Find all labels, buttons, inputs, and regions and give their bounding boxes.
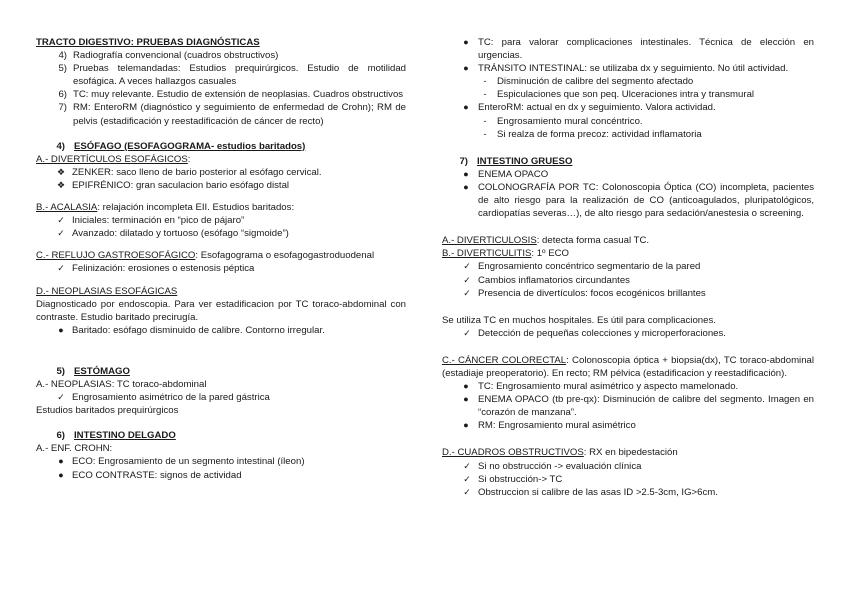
subsection-neoplasias: D.- NEOPLASIAS ESOFÁGICAS [36,285,178,297]
right-column [442,0,814,499]
subsection-cancer-colorectal: C.- CÁNCER COLORECTAL: Colonoscopia óptica + biopsia(dx), TC toraco-abdominal (estadiaje preoperatorio). En recto; RM pélvica (estadificacion y reestadificación). [442,354,814,379]
section-intestino-delgado-heading: 6) INTESTINO DELGADO [56,430,176,442]
check-icon: ✓ [463,460,471,471]
section-esofago-heading: 4) ESÓFAGO (ESOFAGOGRAMA- estudios baritados) [56,140,306,152]
intro-item: 5) Pruebas telemandadas: Estudios prequirúrgicos. Estudio de motilidad esofágica. A veces hallazgos casuales [58,63,406,88]
dot-bullet-icon: ● [58,456,64,467]
list-item: ● Baritado: esófago disminuido de calibre. Contorno irregular. [36,324,406,337]
check-icon: ✓ [463,274,471,285]
list-item: ✓ Si no obstrucción -> evaluación clínica [442,460,814,473]
intro-item: 7) RM: EnteroRM (diagnóstico y seguimiento de enfermedad de Crohn); RM de pelvis (estadificación y reestadificación de cáncer de recto) [58,102,406,127]
list-item: ● COLONOGRAFÍA POR TC: Colonoscopia Óptica (CO) incompleta, pacientes de alto riesgo para la realización de CO (anticoagulados, pluripatológicos, cardiopatías severas…), de alto riesgo para sedación/anestesia o screening. [442,181,814,220]
check-icon: ✓ [463,327,471,338]
list-item: ✓ Si obstrucción-> TC [442,473,814,486]
subsection-diverticulos: A.- DIVERTÍCULOS ESOFÁGICOS: [36,153,191,165]
list-item: ✓ Detección de pequeñas colecciones y microperforaciones. [442,327,814,340]
list-item: ● ENEMA OPACO (tb pre-qx): Disminución de calibre del segmento. Imagen en “corazón de manzana”. [442,393,814,419]
list-item: ✓ Avanzado: dilatado y tortuoso (esófago “sigmoide”) [36,227,406,240]
dash-icon: - [483,89,487,100]
subsection-cuadros-obstructivos: D.- CUADROS OBSTRUCTIVOS: RX en bipedestación [442,447,678,459]
left-column [36,0,406,482]
list-item: ❖ ZENKER: saco lleno de bario posterior al esófago cervical. [36,166,406,179]
list-item: ● ECO: Engrosamiento de un segmento intestinal (íleon) [36,455,406,468]
list-item: ● RM: Engrosamiento mural asimétrico [442,419,814,432]
dot-bullet-icon: ● [463,37,469,47]
subsection-reflujo: C.- REFLUJO GASTROESOFÁGICO: Esofagograma o esofagogastroduodenal [36,250,375,262]
subsection-crohn: A.- ENF. CROHN: [36,443,113,455]
subsection-diverticulitis: B.- DIVERTICULITIS: 1º ECO [442,248,570,260]
dot-bullet-icon: ● [58,324,64,335]
sub-item: - Engrosamiento mural concéntrico. [442,115,814,128]
section-estomago-heading: 5) ESTÓMAGO [56,365,130,377]
list-item: ❖ EPIFRÉNICO: gran saculacion bario esófago distal [36,179,406,192]
list-item: ● ENEMA OPACO [442,168,814,181]
subsection-neoplasias-estomago: A.- NEOPLASIAS: TC toraco-abdominal [36,378,207,390]
list-item: ✓ Felinización: erosiones o estenosis péptica [36,262,406,275]
paragraph: Se utiliza TC en muchos hospitales. Es útil para complicaciones. [442,314,716,326]
check-icon: ✓ [463,261,471,272]
dash-icon: - [483,115,487,126]
diamond-bullet-icon: ❖ [56,166,66,177]
dash-icon: - [483,76,487,87]
check-icon: ✓ [463,287,471,298]
diamond-bullet-icon: ❖ [56,179,66,190]
subsection-acalasia: B.- ACALASIA: relajación incompleta EII. Estudios baritados: [36,202,295,214]
list-item: ✓ Iniciales: terminación en “pico de pájaro” [36,214,406,227]
sub-item: - Disminución de calibre del segmento afectado [442,75,814,88]
paragraph: Diagnosticado por endoscopia. Para ver estadificacion por TC toraco-abdominal con contraste. Estudio baritado precirugía. [36,298,406,323]
dot-bullet-icon: ● [463,420,469,431]
paragraph: Estudios baritados prequirúrgicos [36,405,179,417]
list-item: ● ECO CONTRASTE: signos de actividad [36,469,406,482]
check-icon: ✓ [57,263,65,274]
list-item: ● TRÁNSITO INTESTINAL: se utilizaba dx y seguimiento. No útil actividad. [442,62,814,75]
sub-item: - Espiculaciones que son peq. Ulceraciones intra y transmural [442,88,814,101]
intro-item: 6) TC: muy relevante. Estudio de extensión de neoplasias. Cuadros obstructivos [58,89,404,101]
list-item: ● TC: para valorar complicaciones intestinales. Técnica de elección en urgencias. [442,36,814,62]
check-icon: ✓ [57,392,65,403]
subsection-diverticulosis: A.- DIVERTICULOSIS: detecta forma casual TC. [442,235,650,247]
dot-bullet-icon: ● [463,168,469,179]
dot-bullet-icon: ● [58,469,64,480]
list-item: ✓ Obstruccion si calibre de las asas ID >2.5-3cm, IG>6cm. [442,486,814,499]
dot-bullet-icon: ● [463,181,469,192]
dot-bullet-icon: ● [463,63,469,74]
sub-item: - Si realza de forma precoz: actividad inflamatoria [442,128,814,141]
list-item: ● TC: Engrosamiento mural asimétrico y aspecto mamelonado. [442,380,814,393]
check-icon: ✓ [463,473,471,484]
check-icon: ✓ [57,215,65,226]
dot-bullet-icon: ● [463,394,469,405]
list-item: ✓ Engrosamiento concéntrico segmentario de la pared [442,260,814,273]
document-title: TRACTO DIGESTIVO: PRUEBAS DIAGNÓSTICAS [36,37,260,48]
list-item: ✓ Cambios inflamatorios circundantes [442,274,814,287]
dot-bullet-icon: ● [463,381,469,392]
list-item: ● EnteroRM: actual en dx y seguimiento. Valora actividad. [442,101,814,114]
check-icon: ✓ [463,486,471,497]
intro-item: 4) Radiografía convencional (cuadros obstructivos) [58,50,279,62]
dash-icon: - [483,128,487,139]
section-intestino-grueso-heading: 7) INTESTINO GRUESO [459,155,573,167]
check-icon: ✓ [57,228,65,239]
list-item: ✓ Engrosamiento asimétrico de la pared gástrica [36,391,406,404]
list-item: ✓ Presencia de divertículos: focos ecogénicos brillantes [442,287,814,300]
dot-bullet-icon: ● [463,102,469,113]
